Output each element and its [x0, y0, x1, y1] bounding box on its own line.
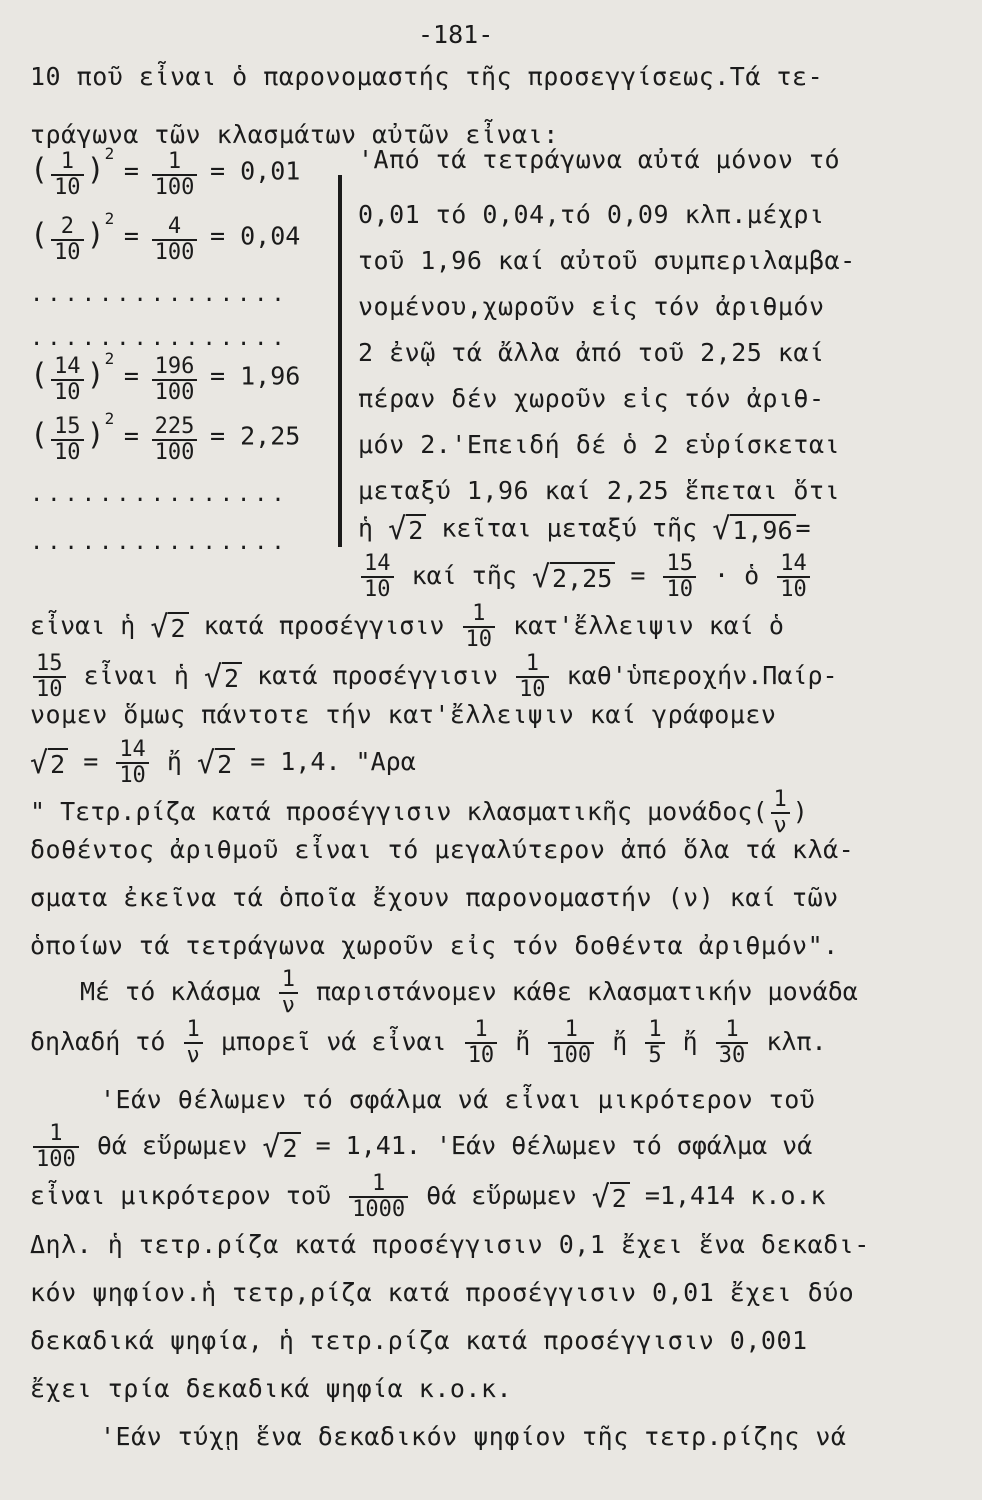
text-line: 2 ἐνῷ τά ἄλλα ἀπό τοῦ 2,25 καί [358, 338, 825, 367]
dots-separator: ............... [30, 282, 289, 307]
text-line: 'Εάν τύχῃ ἕνα δεκαδικόν ψηφίον τῆς τετρ.ρίζης νά [100, 1422, 847, 1451]
math-line: √2 = $\frac{14}{10}$ ἤ √2 = 1,4. "Αρα [30, 737, 416, 788]
dots-separator: ............... [30, 482, 289, 507]
square-row-1: ( $\frac{1}{10}$ )$^2$ = $\frac{1}{100}$ = 0,01 [30, 144, 301, 200]
math-line: $\frac{1}{100}$ θά εὕρωμεν √2 = 1,41. 'Εάν θέλωμεν τό σφάλμα νά [30, 1122, 812, 1172]
text-line: 10 ποῦ εἶναι ὁ παρονομαστής τῆς προσεγγίσεως.Τά τε- [30, 62, 824, 91]
text-line: κόν ψηφίον.ἡ τετρ,ρίζα κατά προσέγγισιν 0,01 ἔχει δύο [30, 1278, 855, 1307]
text-line: Δηλ. ἡ τετρ.ρίζα κατά προσέγγισιν 0,1 ἔχει ἕνα δεκαδι- [30, 1230, 870, 1259]
text-line: ὁποίων τά τετράγωνα χωροῦν εἰς τόν δοθέντα ἀριθμόν". [30, 931, 839, 960]
column-divider [338, 175, 342, 547]
text-line: δεκαδικά ψηφία, ἡ τετρ.ρίζα κατά προσέγγισιν 0,001 [30, 1326, 808, 1355]
text-line: πέραν δέν χωροῦν εἰς τόν ἀριθ- [358, 384, 825, 413]
math-line: Μέ τό κλάσμα $\frac{1}{\nu}$ παριστάνομεν κάθε κλασματικήν μονάδα [80, 967, 858, 1018]
square-row-15: ( $\frac{15}{10}$ )$^2$ = $\frac{225}{100}$ = 2,25 [30, 409, 301, 465]
text-line: 'Εάν θέλωμεν τό σφάλμα νά εἶναι μικρότερον τοῦ [100, 1085, 816, 1114]
text-line: 0,01 τό 0,04,τό 0,09 κλπ.μέχρι [358, 200, 825, 229]
math-line: $\frac{15}{10}$ εἶναι ἡ √2 κατά προσέγγισιν $\frac{1}{10}$ καθ'ὑπεροχήν.Παίρ- [30, 652, 838, 702]
square-row-2: ( $\frac{2}{10}$ )$^2$ = $\frac{4}{100}$ = 0,04 [30, 209, 301, 265]
math-line: εἶναι ἡ √2 κατά προσέγγισιν $\frac{1}{10}$ κατ'ἔλλειψιν καί ὁ [30, 601, 784, 652]
dots-separator: ............... [30, 530, 289, 555]
text-line: δοθέντος ἀριθμοῦ εἶναι τό μεγαλύτερον ἀπό ὅλα τά κλά- [30, 835, 855, 864]
text-line: τράγωνα τῶν κλασμάτων αὐτῶν εἶναι: [30, 120, 559, 149]
text-line: τοῦ 1,96 καί αὐτοῦ συμπεριλαμβα- [358, 246, 856, 275]
page-number: -181- [418, 20, 494, 49]
text-line: νομένου,χωροῦν εἰς τόν ἀριθμόν [358, 292, 825, 321]
text-line: 'Από τά τετράγωνα αὐτά μόνον τό [358, 145, 841, 174]
text-line: σματα ἐκεῖνα τά ὁποῖα ἔχουν παρονομαστήν (ν) καί τῶν [30, 883, 839, 912]
math-line: δηλαδή τό $\frac{1}{\nu}$ μπορεῖ νά εἶναι $\frac{1}{10}$ ἤ $\frac{1}{100}$ ἤ $\frac{1}{5}$ ἤ $\frac{1}{30}$ κλπ. [30, 1017, 827, 1068]
text-line: μεταξύ 1,96 καί 2,25 ἕπεται ὅτι [358, 476, 841, 505]
math-line: ἡ √2 κεῖται μεταξύ τῆς √1,96 = [358, 512, 811, 547]
text-line: μόν 2.'Επειδή δέ ὁ 2 εὑρίσκεται [358, 430, 841, 459]
math-line: εἶναι μικρότερον τοῦ $\frac{1}{1000}$ θά εὕρωμεν √2 =1,414 κ.ο.κ [30, 1171, 826, 1222]
text-line: ἔχει τρία δεκαδικά ψηφία κ.ο.κ. [30, 1374, 513, 1403]
dots-separator: ............... [30, 326, 289, 351]
math-line: $\frac{14}{10}$ καί τῆς √2,25 = $\frac{15}{10}$ · ὁ $\frac{14}{10}$ [358, 552, 813, 602]
square-row-14: ( $\frac{14}{10}$ )$^2$ = $\frac{196}{100}$ = 1,96 [30, 349, 301, 405]
math-line: " Τετρ.ρίζα κατά προσέγγισιν κλασματικῆς μονάδος( $\frac{1}{\nu}$ ) [30, 787, 808, 838]
text-line: νομεν ὅμως πάντοτε τήν κατ'ἔλλειψιν καί γράφομεν [30, 700, 777, 729]
